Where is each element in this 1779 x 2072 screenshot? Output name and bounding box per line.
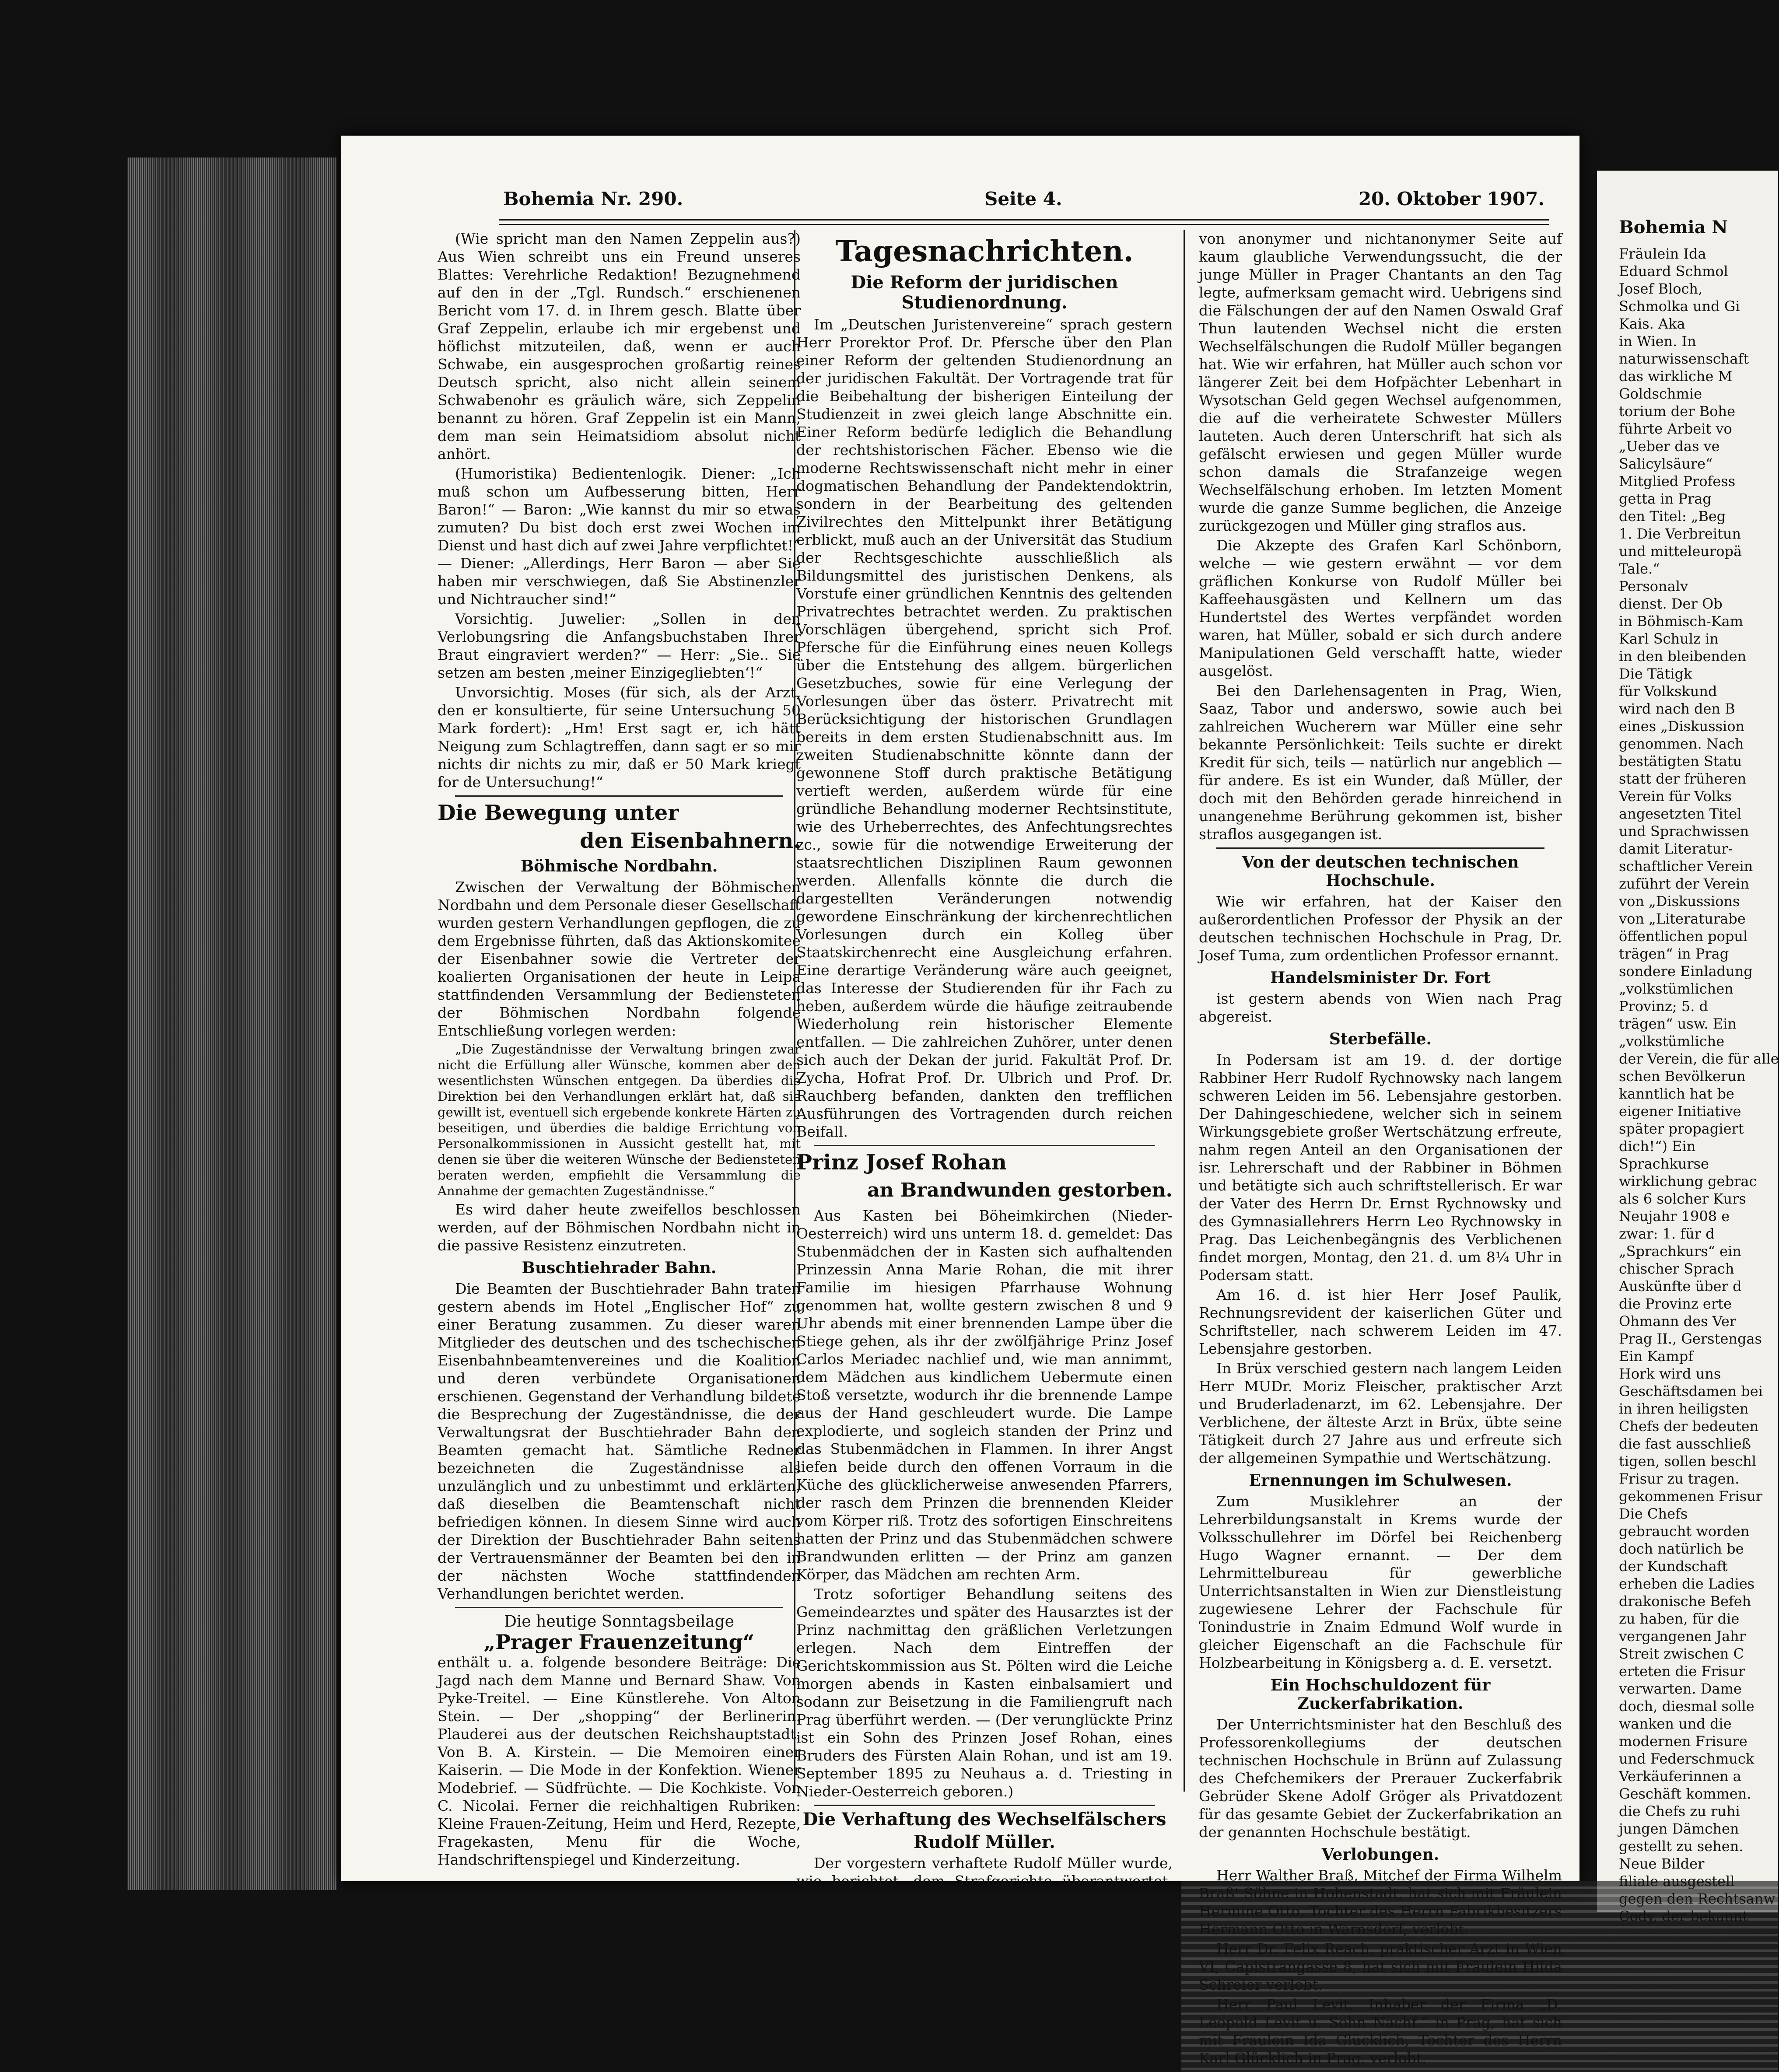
adjacent-line: die Chefs zu ruhi <box>1619 1803 1740 1820</box>
adjacent-line: „volkstümliche <box>1619 1033 1725 1050</box>
header-rule <box>499 219 1549 220</box>
article-rohan: Aus Kasten bei Böheimkirchen (Nieder-Oesterreich) wird uns unterm 18. d. gemeldet: Das Stubenmädchen der in Kasten sich aufhaltenden Prinzessin Anna Marie Rohan, die mit ihrer Familie im hiesigen Pfarrhause Wohnung genommen hat, wollte gestern zwischen 8 und 9 Uhr abends mit einer brennenden Lampe über die Stiege gehen, als ihr der zwölfjährige Prinz Josef Carlos Meriadec nachlief und, wie man annimmt, dem Mädchen aus kindlichem Uebermute einen Stoß versetzte, wodurch ihr die brennende Lampe aus der Hand geschleudert wurde. Die Lampe explodierte, und sogleich standen der Prinz und das Stubenmädchen in Flammen. In ihrer Angst liefen beide durch den offenen Vorraum in die Küche des glücklicherweise anwesenden Pfarrers, der rasch dem Prinzen die brennenden Kleider vom Körper riß. Trotz des sofortigen Einschreitens hatten der Prinz und das Stubenmädchen schwere Brandwunden erlitten — der Prinz am ganzen Körper, das Mädchen am rechten Arm. <box>796 1207 1173 1583</box>
issue-date: 20. Oktober 1907. <box>1358 188 1544 210</box>
adjacent-line: kanntlich hat be <box>1619 1085 1734 1102</box>
adjacent-line: drakonische Befeh <box>1619 1593 1751 1610</box>
adjacent-line: eines „Diskussion <box>1619 718 1745 735</box>
section-title-tagesnachrichten: Tagesnachrichten. <box>835 234 1134 268</box>
column-2 <box>796 230 1173 1943</box>
adjacent-line: Sprachkurse <box>1619 1155 1709 1172</box>
adjacent-line: Eduard Schmol <box>1619 263 1728 280</box>
adjacent-line: Fräulein Ida <box>1619 245 1706 262</box>
headline-bewegung-1: Die Bewegung unter <box>438 801 679 825</box>
adjacent-line: angesetzten Titel <box>1619 805 1742 822</box>
adjacent-line: Chefs der bedeuten <box>1619 1418 1759 1435</box>
adjacent-line: das wirkliche M <box>1619 368 1733 385</box>
section-rule <box>455 1607 783 1608</box>
beilage-contents: enthält u. a. folgende besondere Beiträge: Die Jagd nach dem Manne und Bernard Shaw. Von Pyke-Treitel. — Eine Künstlerehe. Von Alton Stein. — Der „shopping“ der Berlinerin. Plauderei aus der deutschen Reichshauptstadt. Von B. A. Kirstein. — Die Memoiren einer Kaiserin. — Die Mode in der Konfektion. Wiener Modebrief. — Südfrüchte. — Die Kochkiste. Von C. Nicolai. Ferner die reichhaltigen Rubriken: Kleine Frauen-Zeitung, Heim und Herd, Rezepte, Fragekasten, Menu für die Woche, Handschriftenspiegel und Kinderzeitung. <box>438 1654 801 1868</box>
adjacent-line: doch natürlich be <box>1619 1540 1744 1557</box>
adjacent-line: später propagiert <box>1619 1120 1744 1137</box>
adjacent-line: getta in Prag <box>1619 490 1712 507</box>
article-schoenborn: Die Akzepte des Grafen Karl Schönborn, welche — wie gestern erwähnt — vor dem gräflichen Konkurse von Rudolf Müller bei Kaffeehausgästen und Kellnern um das Hundertstel des Wertes verpfändet worden waren, hat Müller, sobald er sich durch andere Manipulationen Geld verschafft hatte, wieder ausgelöst. <box>1199 537 1562 679</box>
adjacent-line: als 6 solcher Kurs <box>1619 1190 1746 1207</box>
adjacent-line: Josef Bloch, <box>1619 280 1703 297</box>
adjacent-line: chischer Sprach <box>1619 1260 1734 1277</box>
adjacent-line: wirklichung gebrac <box>1619 1173 1757 1190</box>
adjacent-line: damit Literatur- <box>1619 840 1733 857</box>
adjacent-line: zuführt der Verein <box>1619 875 1749 892</box>
adjacent-line: eigener Initiative <box>1619 1103 1741 1120</box>
adjacent-line: Frisur zu tragen. <box>1619 1470 1740 1487</box>
adjacent-line: dienst. Der Ob <box>1619 595 1723 612</box>
adjacent-line: Auskünfte über d <box>1619 1278 1742 1295</box>
article-zeppelin: (Wie spricht man den Namen Zeppelin aus?) Aus Wien schreibt uns ein Freund unseres Blattes: Verehrliche Redaktion! Bezugnehmend auf den in der „Tgl. Rundsch.“ erschienenen Bericht vom 17. d. in Ihrem gesch. Blatte über Graf Zeppelin, erlaube ich mir ergebenst und höflichst mitzuteilen, daß, wenn er auch Schwabe, ein ausgesprochen großartig reines Deutsch spricht, also nicht allein seinem Schwabenohr es gräulich wäre, sich Zeppelin benannt zu hören. Graf Zeppelin ist ein Mann, dem man sein Heimatsidiom absolut nicht anhört. <box>438 230 801 462</box>
adjacent-line: Hork wird uns <box>1619 1365 1721 1382</box>
adjacent-line: in ihren heiligsten <box>1619 1400 1749 1417</box>
article-zucker: Der Unterrichtsminister hat den Beschluß des Professorenkollegiums der deutschen technischen Hochschule in Brünn auf Zulassung des Chefchemikers der Prerauer Zuckerfabrik Gebrüder Skene Adolf Gröger als Privatdozent für das gesamte Gebiet der Zuckerfabrikation an der genannten Hochschule bestätigt. <box>1199 1716 1562 1841</box>
headline-rohan-2: an Brandwunden gestorben. <box>867 1179 1173 1201</box>
adjacent-line: verwarten. Dame <box>1619 1680 1742 1697</box>
adjacent-line: Personalv <box>1619 578 1688 595</box>
adjacent-lines <box>1619 245 1779 1925</box>
adjacent-line: Verkäuferinnen a <box>1619 1768 1741 1785</box>
adjacent-line: Mitglied Profess <box>1619 473 1736 490</box>
adjacent-line: genommen. Nach <box>1619 735 1744 752</box>
adjacent-line: Die Tätigk <box>1619 665 1692 682</box>
adjacent-line: Geschäft kommen. <box>1619 1785 1751 1802</box>
column-1 <box>438 230 801 1868</box>
adjacent-line: zu haben, für die <box>1619 1610 1740 1627</box>
headline-fort: Handelsminister Dr. Fort <box>1270 969 1491 987</box>
adjacent-line: in den bleibenden <box>1619 648 1747 665</box>
subhead-nordbahn: Böhmische Nordbahn. <box>520 857 718 875</box>
article-verhaftung: Der vorgestern verhaftete Rudolf Müller wurde, wie berichtet, dem Strafgerichte überantwortet. Ein dicker Stoß Akten geht mit ihm, darunter auch solche aus der Zeit, da Müller noch minderjährig war und in denen die Polizei <box>796 1855 1173 1943</box>
adjacent-line: zwar: 1. für d <box>1619 1225 1715 1242</box>
adjacent-line: modernen Frisure <box>1619 1733 1747 1750</box>
column-divider <box>1184 230 1185 1792</box>
adjacent-line: dich!“) Ein <box>1619 1138 1696 1155</box>
adjacent-line: die Provinz erte <box>1619 1295 1732 1312</box>
adjacent-line: trägen“ usw. Ein <box>1619 1015 1737 1032</box>
section-rule <box>1216 847 1544 849</box>
adjacent-line: und Federschmuck <box>1619 1750 1754 1767</box>
section-rule <box>814 1805 1155 1806</box>
adjacent-line: Streit zwischen C <box>1619 1645 1744 1662</box>
adjacent-line: jungen Dämchen <box>1619 1820 1739 1837</box>
adjacent-line: Neue Bilder <box>1619 1855 1705 1872</box>
beilage-intro: Die heutige Sonntagsbeilage <box>504 1613 734 1631</box>
adjacent-line: schen Bevölkerun <box>1619 1068 1746 1085</box>
headline-reform: Die Reform der juridischen Studienordnung. <box>851 272 1118 313</box>
adjacent-line: öffentlichen popul <box>1619 928 1748 945</box>
article-fleischer: In Brüx verschied gestern nach langem Leiden Herr MUDr. Moriz Fleischer, praktischer Arzt und Bruderladenarzt, im 62. Lebensjahre. Der Verblichene, der älteste Arzt in Brüx, übte seine Tätigkeit durch 27 Jahre aus und erfreute sich der allgemeinen Sympathie und Wertschätzung. <box>1199 1360 1562 1466</box>
adjacent-line: die fast ausschließ <box>1619 1435 1751 1452</box>
adjacent-line: doch, diesmal solle <box>1619 1698 1754 1715</box>
adjacent-line: Goldschmie <box>1619 385 1702 402</box>
adjacent-line: torium der Bohe <box>1619 403 1735 420</box>
adjacent-line: Kais. Aka <box>1619 315 1685 332</box>
headline-sterbefaelle: Sterbefälle. <box>1329 1030 1432 1048</box>
masthead: Bohemia Nr. 290. <box>503 188 683 210</box>
article-hochschule: Wie wir erfahren, hat der Kaiser den außerordentlichen Professor der Physik an der deutschen technischen Hochschule in Prag, Dr. Josef Tuma, zum ordentlichen Professor ernannt. <box>1199 893 1562 964</box>
section-rule <box>455 795 783 797</box>
adjacent-line: „volkstümlichen <box>1619 980 1733 997</box>
adjacent-line: der Verein, die für alle <box>1619 1050 1779 1067</box>
adjacent-line: gekommenen Frisur <box>1619 1488 1763 1505</box>
adjacent-line: bestätigten Statu <box>1619 753 1742 770</box>
adjacent-line: in Wien. In <box>1619 333 1696 350</box>
article-humoristika: (Humoristika) Bedientenlogik. Diener: „Ich muß schon um Aufbesserung bitten, Herr Baron!“ — Baron: „Wie kannst du mir so etwas zumuten? Du bist doch erst zwei Wochen im Dienst und hast dich auf zwei Jahre verpflichtet!“ — Diener: „Allerdings, Herr Baron — aber Sie haben mir verschwiegen, daß Sie Abstinenzler und Nichtraucher sind!“ <box>438 465 801 608</box>
adjacent-line: Prag II., Gerstengas <box>1619 1330 1762 1347</box>
adjacent-line: naturwissenschaft <box>1619 350 1749 367</box>
adjacent-line: vergangenen Jahr <box>1619 1628 1746 1645</box>
adjacent-line: Ohmann des Ver <box>1619 1313 1737 1330</box>
adjacent-line: in Böhmisch-Kam <box>1619 613 1744 630</box>
adjacent-line: Verein für Volks <box>1619 788 1732 805</box>
headline-rohan-1: Prinz Josef Rohan <box>796 1150 1007 1175</box>
column-3 <box>1199 230 1562 2067</box>
adjacent-line: den Titel: „Beg <box>1619 508 1726 525</box>
resolution-quote: „Die Zugeständnisse der Verwaltung bringen zwar nicht die Erfüllung aller Wünsche, kommen aber den wesentlichsten Wünschen entgegen. Da überdies die Direktion bei den Verhandlungen erklärt hat, daß sie gewillt ist, eventuell sich ergebende konkrete Härten zu beseitigen, und überdies die baldige Errichtung von Personalkommissionen in Aussicht gestellt hat, mit denen sie über die weiteren Wünsche der Bediensteten beraten werden, empfiehlt die Versammlung die Annahme der gemachten Zugeständnisse.“ <box>438 1042 801 1198</box>
adjacent-line: Provinz; 5. d <box>1619 998 1709 1015</box>
joke-vorsichtig: Vorsichtig. Juwelier: „Sollen in den Verlobungsring die Anfangsbuchstaben Ihrer Braut eingraviert werden?“ — Herr: „Sie.. Sie setzen am besten ‚meiner Einzigegliebten‘!“ <box>438 610 801 681</box>
adjacent-line: erheben die Ladies <box>1619 1575 1755 1592</box>
book-edge <box>127 158 337 1890</box>
article-brass: Herr Walther Braß, Mitchef der Firma Wilhelm Braß' Söhne in Hohenstadt, hat sich mit Fräulein Hermine Otto, Tochter des Herrn Fabrikbesitzers Hermann Otto in Warnsdorf, verlobt. <box>1199 1867 1562 1938</box>
article-ernennungen: Zum Musiklehrer an der Lehrerbildungsanstalt in Krems wurde der Volksschullehrer im Dörfel bei Reichenberg Hugo Wagner ernannt. — Der dem Lehrmittelbureau für gewerbliche Unterrichtsanstalten in Wien zur Dienstleistung zugewiesene Lehrer der Fachschule für Tonindustrie in Znaim Edmund Wolf wurde in gleicher Eigenschaft an die Fachschule für Holzbearbeitung in Königsberg a. d. E. versetzt. <box>1199 1493 1562 1671</box>
article-reach: Herr Dr. Felix Reach, praktischer Arzt in Wien VI, Capistrangasse 8, hat sich mit Fräulein Hilda Schreier verlobt. <box>1199 1940 1562 1993</box>
article-nordbahn-end: Es wird daher heute zweifellos beschlossen werden, auf der Böhmischen Nordbahn nicht in die passive Resistenz einzutreten. <box>438 1201 801 1254</box>
adjacent-header: Bohemia N <box>1619 217 1728 238</box>
article-reform: Im „Deutschen Juristenvereine“ sprach gestern Herr Prorektor Prof. Dr. Pfersche über den Plan einer Reform der geltenden Studienordnung an der juridischen Fakultät. Der Vortragende trat für die Beibehaltung der bisherigen Einteilung der Studienzeit in zwei gleich lange Abschnitte ein. Einer Reform bedürfe lediglich die Behandlung der rechtshistorischen Fächer. Ebenso wie die moderne Rechtswissenschaft nicht mehr in einer dogmatischen Behandlung der Pandektendoktrin, sondern in der Bearbeitung des geltenden Zivilrechtes den Mittelpunkt ihrer Betätigung erblickt, muß auch an der Universität das Studium der Rechtsgeschichte ausschließlich als Bildungsmittel des juristischen Denkens, als Vorstufe einer gründlichen Kenntnis des geltenden Privatrechtes betrachtet werden. Zu praktischen Vorschlägen übergehend, spricht sich Prof. Pfersche für die Einführung eines neuen Kollegs über die Entstehung des allgem. bürgerlichen Gesetzbuches, sowie für eine Verlegung der Vorlesungen über das österr. Privatrecht mit Berücksichtigung der historischen Grundlagen bereits in dem ersten Studienabschnitt aus. Im zweiten Studienabschnitte könnte dann der gewonnene Stoff durch praktische Betätigung vertieft werden, außerdem würde für eine gründliche Behandlung moderner Rechtsinstitute, wie des Urheberrechtes, des Anfechtungsrechtes zc., sowie für die notwendige Erweiterung der staatsrechtlichen Disziplinen Raum gewonnen werden. Allenfalls könnte die durch die dargestellten Veränderungen notwendig gewordene Einschränkung der kirchenrechtlichen Vorlesungen durch ein Kolleg über Staatskirchenrecht eine Ausgleichung erfahren. Eine derartige Veränderung wäre auch geeignet, das Interesse der Studierenden für ihr Fach zu heben, außerdem würde die häufige zeitraubende Wiederholung rein historischer Elemente entfallen. — Die zahlreichen Zuhörer, unter denen sich auch der Dekan der jurid. Fakultät Prof. Dr. Zycha, Hofrat Prof. Dr. Ulbrich und Prof. Dr. Rauchberg befanden, dankten den trefflichen Ausführungen des Vortragenden durch reichen Beifall. <box>796 316 1173 1140</box>
adjacent-line: gebraucht worden <box>1619 1523 1750 1540</box>
adjacent-line: und mitteleuropä <box>1619 543 1742 560</box>
header-rule-thin <box>499 224 1549 225</box>
beilage-title: „Prager Frauenzeitung“ <box>483 1630 755 1654</box>
adjacent-line: „Ueber das ve <box>1619 438 1720 455</box>
adjacent-line: erteten die Frisur <box>1619 1663 1745 1680</box>
page-header <box>503 188 1544 214</box>
adjacent-line: Geschäftsdamen bei <box>1619 1383 1763 1400</box>
adjacent-line: Tale.“ <box>1619 560 1660 577</box>
adjacent-line: von „Literaturabe <box>1619 910 1746 927</box>
headline-zucker: Ein Hochschuldozent für Zuckerfabrikation. <box>1270 1676 1491 1713</box>
adjacent-line: wanken und die <box>1619 1715 1732 1732</box>
article-nordbahn: Zwischen der Verwaltung der Böhmischen Nordbahn und dem Personale dieser Gesellschaft wurden gestern Verhandlungen gepflogen, die zu dem Ergebnisse führten, daß das Aktionskomitee der Eisenbahner sowie die Vertreter der koalierten Organisationen der heute in Leipa stattfindenden Versammlung der Bediensteten der Böhmischen Nordbahn folgende Entschließung vorlegen werden: <box>438 878 801 1039</box>
adjacent-line: führte Arbeit vo <box>1619 420 1732 437</box>
adjacent-line: schaftlicher Verein <box>1619 858 1753 875</box>
article-rohan-2: Trotz sofortiger Behandlung seitens des Gemeindearztes und später des Hausarztes ist der Prinz nachmittag den gräßlichen Verletzungen erlegen. Nach dem Eintreffen der Gerichtskommission aus St. Pölten wird die Leiche morgen abends in Kasten einbalsamiert und sodann zur Beisetzung in die Familiengruft nach Prag überführt werden. — (Der verunglückte Prinz ist ein Sohn des Prinzen Josef Rohan, eines Bruders des Fürsten Alain Rohan, und ist am 19. September 1895 zu Neuhaus a. d. Triesting in Nieder-Oesterreich geboren.) <box>796 1586 1173 1800</box>
adjacent-line: filiale ausgestell <box>1619 1873 1735 1890</box>
adjacent-line: Die Chefs <box>1619 1505 1688 1522</box>
adjacent-line: von „Diskussions <box>1619 893 1740 910</box>
adjacent-line: Karl Schulz in <box>1619 630 1719 647</box>
adjacent-line: Salicylsäure“ <box>1619 455 1713 472</box>
headline-ernennungen: Ernennungen im Schulwesen. <box>1249 1471 1512 1490</box>
adjacent-line: trägen“ in Prag <box>1619 945 1729 962</box>
article-fort: ist gestern abends von Wien nach Prag abgereist. <box>1199 990 1562 1025</box>
adjacent-line: und Sprachwissen <box>1619 823 1749 840</box>
adjacent-line: Ein Kampf <box>1619 1348 1694 1365</box>
adjacent-line: für Volkskund <box>1619 683 1717 700</box>
adjacent-line: sondere Einladung <box>1619 963 1753 980</box>
section-rule <box>814 1145 1155 1146</box>
adjacent-line: statt der früheren <box>1619 770 1747 787</box>
adjacent-line: „Sprachkurs“ ein <box>1619 1243 1741 1260</box>
adjacent-line: gestellt zu sehen. <box>1619 1838 1744 1855</box>
article-sterbefaelle: In Podersam ist am 19. d. der dortige Rabbiner Herr Rudolf Rychnowsky nach langem schweren Leiden im 56. Lebensjahre gestorben. Der Dahingeschiedene, welcher sich in seinem Wirkungsgebiete großer Wertschätzung erfreute, nahm regen Anteil an den Organisationen der isr. Lehrerschaft und der Rabbiner in Böhmen und betätigte sich auch schriftstellerisch. Er war der Vater des Herrn Dr. Ernst Rychnowsky und des Gymnasiallehrers Herrn Leo Rychnowsky in Prag. Das Leichenbegängnis des Verblichenen findet morgen, Montag, den 21. d. um 8¼ Uhr in Podersam statt. <box>1199 1051 1562 1284</box>
adjacent-line: Neujahr 1908 e <box>1619 1208 1730 1225</box>
adjacent-page-text <box>1619 217 1779 1925</box>
headline-verhaftung-1: Die Verhaftung des Wechselfälschers <box>802 1809 1166 1830</box>
headline-verlobungen: Verlobungen. <box>1321 1845 1439 1864</box>
adjacent-line: der Kundschaft <box>1619 1558 1728 1575</box>
article-levit: Herr Paul Levit, Inhaber der Firma „D. Leopold Levit u. Sohn Nachf.“ in Prag, hat sich mit Fräulein Ida Glücklich, Tochter des Herrn Karl Glücklich in Prag, verlobt. <box>1199 1996 1562 2067</box>
subhead-buschtiehrader: Buschtiehrader Bahn. <box>522 1259 717 1277</box>
adjacent-line: tigen, sollen beschl <box>1619 1453 1756 1470</box>
adjacent-line: 1. Die Verbreitun <box>1619 525 1741 542</box>
headline-hochschule: Von der deutschen technischen Hochschule. <box>1242 853 1519 890</box>
adjacent-line: Cody, der bekannt <box>1619 1908 1748 1925</box>
article-buschtiehrader: Die Beamten der Buschtiehrader Bahn traten gestern abends im Hotel „Englischer Hof“ zu einer Beratung zusammen. Zu dieser waren Mitglieder des deutschen und des tschechischen Eisenbahnbeamtenvereines und die Koalition und deren verbündete Organisationen erschienen. Gegenstand der Verhandlung bildete die Besprechung der Zugeständnisse, die der Verwaltungsrat der Buschtiehrader Bahn den Beamten gemacht hat. Sämtliche Redner bezeichneten die Zugeständnisse als unzulänglich und zu unbestimmt und erklärten, daß dieselben die Beamtenschaft nicht befriedigen können. In diesem Sinne wird auch der Direktion der Buschtiehrader Bahn seitens der Vertrauensmänner der Beamten bei den in der nächsten Woche stattfindenden Verhandlungen berichtet werden. <box>438 1280 801 1602</box>
headline-verhaftung-2: Rudolf Müller. <box>914 1832 1055 1852</box>
adjacent-line: Schmolka und Gi <box>1619 298 1740 315</box>
page-number: Seite 4. <box>984 188 1062 210</box>
article-verhaftung-cont: von anonymer und nichtanonymer Seite auf kaum glaubliche Verwendungssucht, die der junge Müller in Prager Chantants an den Tag legte, aufmerksam gemacht wird. Uebrigens sind die Fälschungen der auf den Namen Oswald Graf Thun lautenden Wechsel nicht die ersten Wechselfälschungen die Rudolf Müller begangen hat. Wie wir erfahren, hat Müller auch schon vor längerer Zeit bei dem Hofpächter Lebenhart in Wysotschan Geld gegen Wechsel aufgenommen, die auf die verheiratete Schwester Müllers lauteten. Auch deren Unterschrift hat sich als gefälscht erwiesen und gegen Müller wurde schon damals die Strafanzeige wegen Wechselfälschung erhoben. Im letzten Moment wurde die ganze Summe beglichen, die Anzeige zurückgezogen und Müller ging straflos aus. <box>1199 230 1562 534</box>
adjacent-line: gegen den Rechtsanw <box>1619 1890 1775 1907</box>
adjacent-line: wird nach den B <box>1619 700 1735 717</box>
headline-bewegung-2: den Eisenbahnern. <box>580 829 801 853</box>
joke-unvorsichtig: Unvorsichtig. Moses (für sich, als der Arzt, den er konsultierte, für seine Untersuchung 50 Mark fordert): „Hm! Erst sagt er, ich hätt Neigung zum Schlagtreffen, dann sagt er so mir nichts dir nichts zu mir, daß er 50 Mark kriegt for de Untersuchung!“ <box>438 684 801 791</box>
article-darlehen: Bei den Darlehensagenten in Prag, Wien, Saaz, Tabor und anderswo, sowie auch bei zahlreichen Wucherern war Müller eine sehr bekannte Persönlichkeit: Teils suchte er direkt Kredit für sich, teils — natürlich nur angeblich — für andere. Es ist ein Wunder, daß Müller, der doch mit den Behörden gerade hinreichend in unangenehme Berührung gekommen ist, bisher straflos ausgegangen ist. <box>1199 682 1562 843</box>
article-paulik: Am 16. d. ist hier Herr Josef Paulik, Rechnungsrevident der kaiserlichen Güter und Schriftsteller, nach schwerem Leiden im 47. Lebensjahre gestorben. <box>1199 1286 1562 1357</box>
